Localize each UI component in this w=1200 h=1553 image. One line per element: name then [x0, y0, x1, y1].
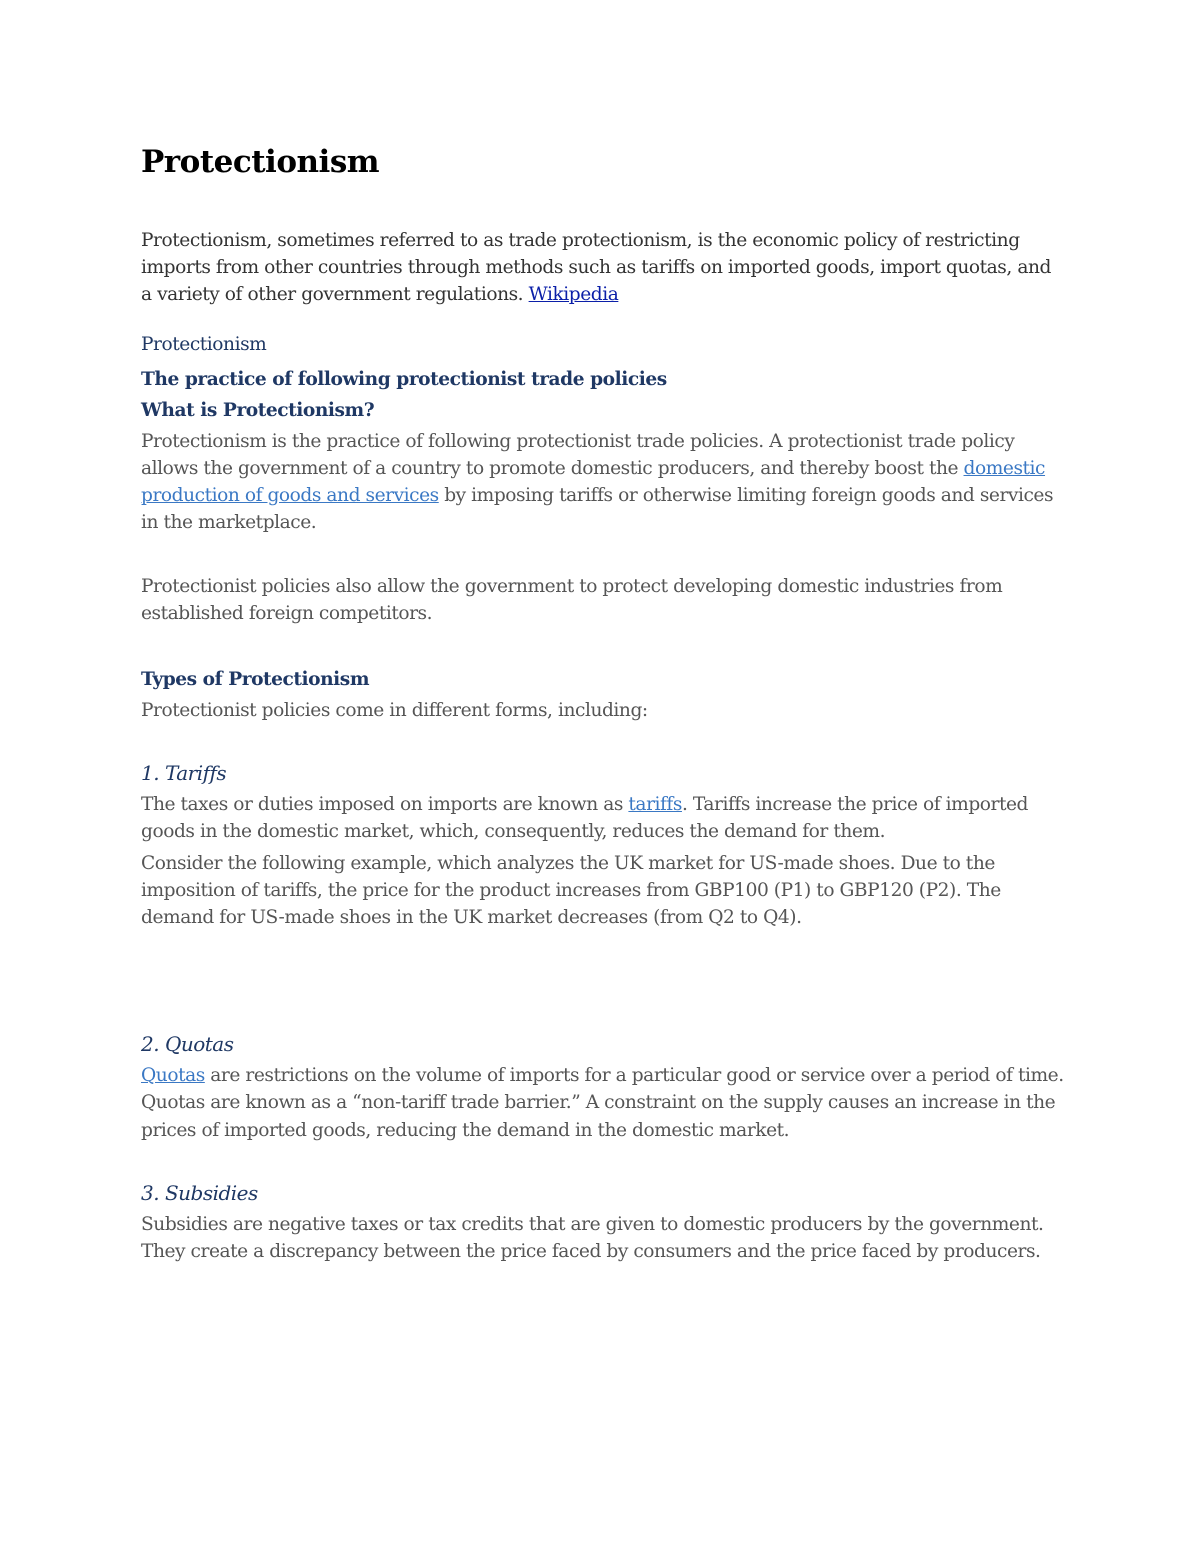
- domestic-production-link[interactable]: domestic production of goods and services: [141, 458, 1046, 507]
- section-caption: Protectionism: [141, 333, 267, 355]
- policies-paragraph: Protectionist policies also allow the government to protect developing domestic industries from established foreign competitors.: [141, 575, 1003, 624]
- subsidies-paragraph: Subsidies are negative taxes or tax credits that are given to domestic producers by the government. They create a discrepancy between the price faced by consumers and the price faced by producers.: [141, 1213, 1044, 1263]
- quotas-text: are restrictions on the volume of imports for a particular good or service over a period of time. Quotas are known as a “non-tariff trade barrier.” A constraint on the supply causes an increase in the prices of imported goods, reducing the demand in the domestic market.: [141, 1065, 1064, 1141]
- wikipedia-link[interactable]: Wikipedia: [528, 284, 619, 306]
- intro-text: Protectionism, sometimes referred to as trade protectionism, is the economic policy of restricting imports from other countries through methods such as tariffs on imported goods, import quotas, and a variety of other government regulations.: [141, 230, 1051, 306]
- tariffs-text-end: . Tariffs increase the price of imported goods in the domestic market, which, consequently, reduces the demand for them.: [141, 794, 1029, 843]
- definition-paragraph: [141, 428, 1066, 537]
- practice-subheading: The practice of following protectionist trade policies: [141, 368, 667, 390]
- tariffs-heading: 1. Tariffs: [141, 761, 227, 786]
- intro-paragraph: [141, 227, 1066, 309]
- definition-text-end: by imposing tariffs or otherwise limiting foreign goods and services in the marketplace.: [141, 485, 1054, 534]
- quotas-heading: 2. Quotas: [141, 1032, 234, 1057]
- tariffs-link[interactable]: tariffs: [628, 794, 682, 816]
- document-page: [141, 140, 1066, 1265]
- what-is-subheading: What is Protectionism?: [141, 399, 375, 421]
- definition-text-start: Protectionism is the practice of following protectionist trade policies. A protectionist trade policy allows the government of a country to promote domestic producers, and thereby boost the: [141, 430, 1015, 480]
- subsidies-heading: 3. Subsidies: [141, 1180, 258, 1205]
- tariffs-paragraph: [141, 791, 1066, 845]
- types-heading: Types of Protectionism: [141, 669, 370, 691]
- types-intro: Protectionist policies come in different forms, including:: [141, 700, 648, 722]
- tariffs-text-start: The taxes or duties imposed on imports are known as: [141, 794, 629, 816]
- quotas-paragraph: [141, 1062, 1066, 1144]
- tariffs-example-paragraph: Consider the following example, which analyzes the UK market for US-made shoes. Due to the imposition of tariffs, the price for the product increases from GBP100 (P1) to GBP120 (P2). The demand for US-made shoes in the UK market decreases (from Q2 to Q4).: [141, 852, 1001, 929]
- page-title: Protectionism: [141, 144, 380, 180]
- quotas-link[interactable]: Quotas: [141, 1065, 205, 1087]
